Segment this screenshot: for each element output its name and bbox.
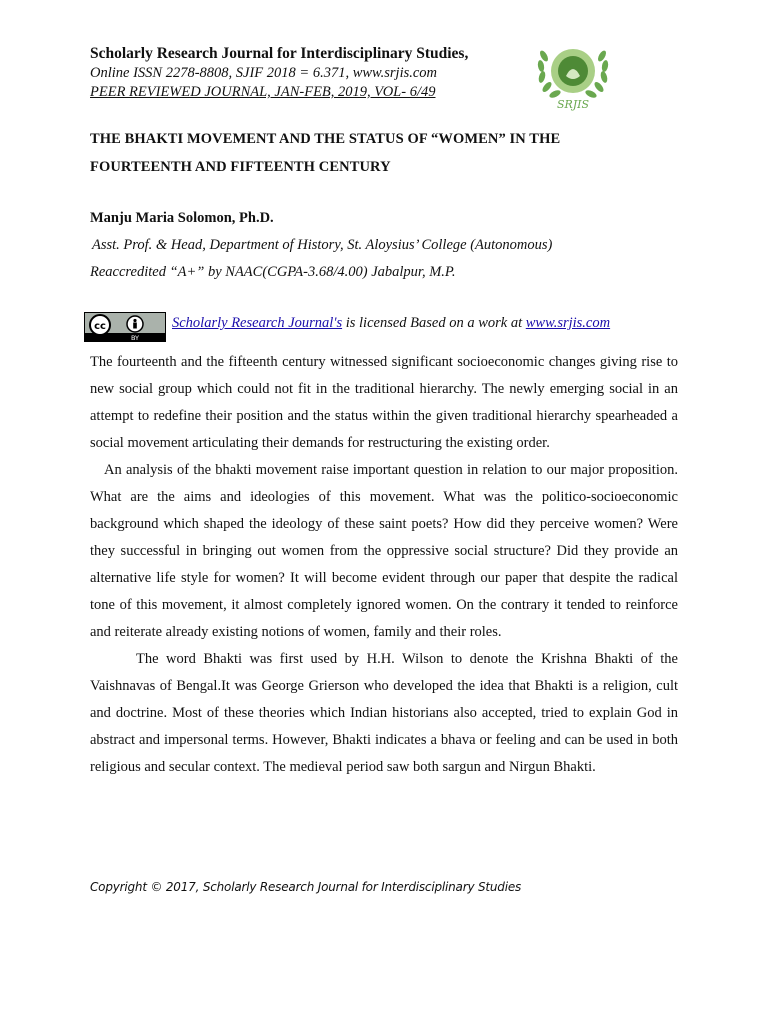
laurel-wreath-logo <box>533 36 613 112</box>
logo-text: SRJIS <box>556 98 590 111</box>
title-line-1: THE BHAKTI MOVEMENT AND THE STATUS OF “WOMEN” IN THE <box>90 131 561 147</box>
cc-by-label: BY <box>130 334 140 341</box>
journal-license-link[interactable]: Scholarly Research Journal's <box>172 315 343 331</box>
srjis-site-link[interactable]: www.srjis.com <box>525 315 611 331</box>
article-title <box>90 125 680 181</box>
affiliation-line-1: Asst. Prof. & Head, Department of History, St. Aloysius’ College (Autonomous) <box>92 237 553 253</box>
body-paragraph-1: The fourteenth and the fifteenth century witnessed significant socioeconomic changes giving rise to new social group which could not fit in the traditional hierarchy. The newly emerging social in an attempt to redefine their position and the status within the given traditional hierarchy spearheaded a social movement articulating their demands for restructuring the existing order. <box>90 354 678 451</box>
creative-commons-badge <box>84 312 166 342</box>
journal-header <box>90 44 530 102</box>
body-paragraph-3: The word Bhakti was first used by H.H. Wilson to denote the Krishna Bhakti of the Vaishnavas of Bengal.It was George Grierson who developed the idea that Bhakti is a religion, cult and doctrine. Most of these theories which Indian historians also accepted, tried to explain God in abstract and impersonal terms. However, Bhakti indicates a bhava or feeling and can be used in both religious and secular context. The medieval period saw both sargun and Nirgun Bhakti. <box>90 651 678 775</box>
srjis-logo-icon <box>533 36 613 112</box>
author-name: Manju Maria Solomon, Ph.D. <box>90 210 274 226</box>
body-paragraph-2: An analysis of the bhakti movement raise important question in relation to our major proposition. What are the aims and ideologies of this movement. What was the politico-socioeconomic background which shaped the ideology of these saint poets? How did they perceive women? Were they successful in bringing out women from the oppressive social structure? Did they provide an alternative life style for women? It will become evident through our paper that despite the radical tone of this movement, it almost completely ignored women. On the contrary it tended to reinforce and reiterate already existing notions of women, family and their roles. <box>90 462 678 640</box>
article-body <box>90 349 678 781</box>
peer-review-line: PEER REVIEWED JOURNAL, JAN-FEB, 2019, VOL- 6/49 <box>90 84 436 100</box>
license-middle-text: is licensed Based on a work at <box>342 315 526 331</box>
affiliation-line-2: Reaccredited “A+” by NAAC(CGPA-3.68/4.00) Jabalpur, M.P. <box>90 264 456 280</box>
creative-commons-icon <box>90 315 110 335</box>
license-text <box>172 313 610 333</box>
svg-text:cc: cc <box>94 321 106 332</box>
license-row <box>84 312 684 344</box>
journal-name: Scholarly Research Journal for Interdisciplinary Studies, <box>90 45 469 62</box>
copyright-footer: Copyright © 2017, Scholarly Research Journal for Interdisciplinary Studies <box>90 880 522 894</box>
issn-line: Online ISSN 2278-8808, SJIF 2018 = 6.371, www.srjis.com <box>90 65 438 81</box>
title-line-2: FOURTEENTH AND FIFTEENTH CENTURY <box>90 159 391 175</box>
attribution-person-icon <box>127 316 143 332</box>
